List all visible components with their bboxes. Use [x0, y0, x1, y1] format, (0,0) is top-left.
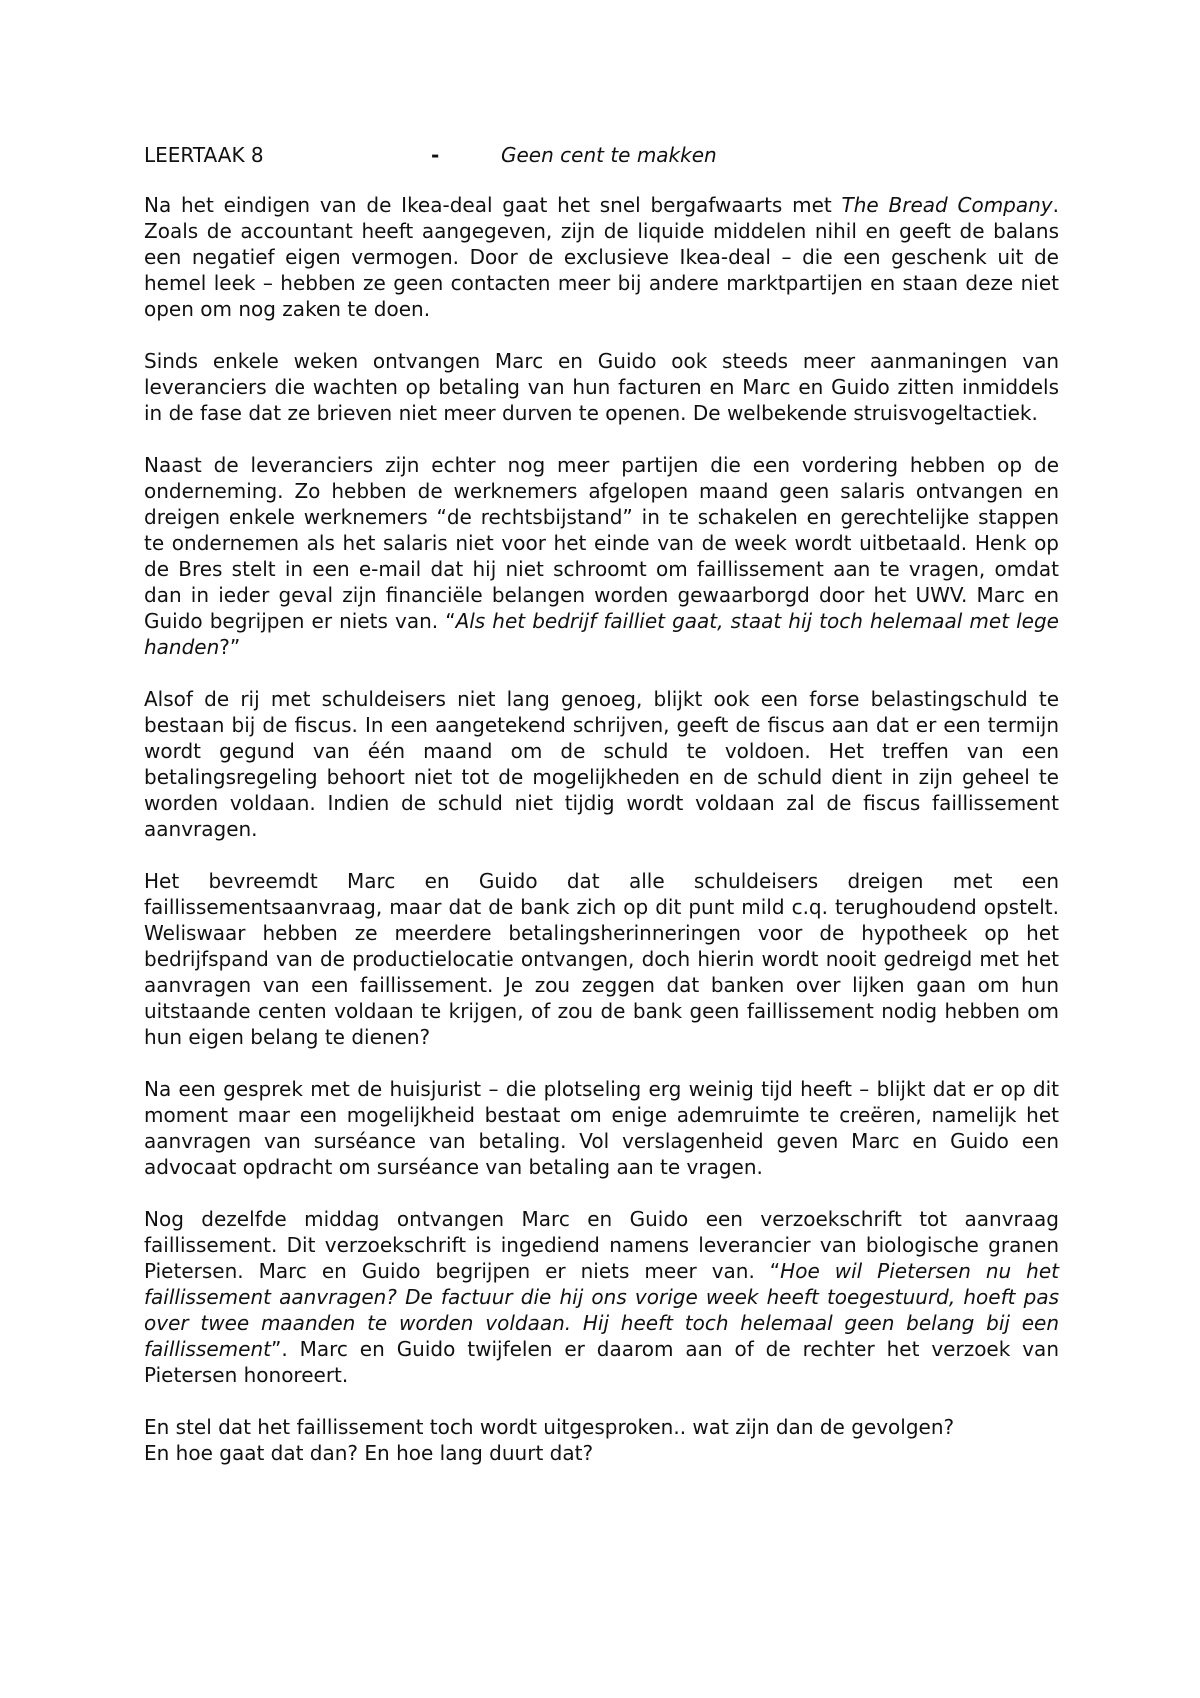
paragraph-3-quote: Als het bedrijf failliet gaat, staat hij toch helemaal met lege handen	[144, 609, 1059, 659]
paragraph-8	[144, 1414, 1059, 1466]
document-page	[144, 140, 1059, 1492]
company-name: The Bread Company	[841, 193, 1053, 217]
paragraph-1	[144, 192, 1059, 322]
paragraph-7-text-c: ”. Marc en Guido twijfelen er daarom aan of de rechter het verzoek van Pietersen honoreert.	[144, 1337, 1059, 1387]
paragraph-7-text-a: Nog dezelfde middag ontvangen Marc en Guido een verzoekschrift tot aanvraag faillissement. Dit verzoekschrift is ingediend namens leverancier van biologische granen Pietersen. Marc en Guido begrijpen er niets meer van. “	[144, 1207, 1059, 1283]
heading-dash: -	[431, 143, 440, 167]
paragraph-1-text-c: . Zoals de accountant heeft aangegeven, zijn de liquide middelen nihil en geeft de balans een negatief eigen vermogen. Door de exclusieve Ikea-deal – die een geschenk uit de hemel leek – hebben ze geen contacten meer bij andere marktpartijen en staan deze niet open om nog zaken te doen.	[144, 193, 1059, 321]
paragraph-7-quote: Hoe wil Pietersen nu het faillissement aanvragen? De factuur die hij ons vorige week heeft toegestuurd, hoeft pas over twee maanden te worden voldaan. Hij heeft toch helemaal geen belang bij een faillissement	[144, 1259, 1059, 1361]
paragraph-4: Alsof de rij met schuldeisers niet lang genoeg, blijkt ook een forse belastingschuld te bestaan bij de fiscus. In een aangetekend schrijven, geeft de fiscus aan dat er een termijn wordt gegund van één maand om de schuld te voldoen. Het treffen van een betalingsregeling behoort niet tot de mogelijkheden en de schuld dient in zijn geheel te worden voldaan. Indien de schuld niet tijdig wordt voldaan zal de fiscus faillissement aanvragen.	[144, 687, 1059, 841]
paragraph-8-line-2: En hoe gaat dat dan? En hoe lang duurt dat?	[144, 1441, 594, 1465]
paragraph-7	[144, 1206, 1059, 1388]
paragraph-2: Sinds enkele weken ontvangen Marc en Guido ook steeds meer aanmaningen van leveranciers die wachten op betaling van hun facturen en Marc en Guido zitten inmiddels in de fase dat ze brieven niet meer durven te openen. De welbekende struisvogeltactiek.	[144, 349, 1059, 425]
paragraph-6: Na een gesprek met de huisjurist – die plotseling erg weinig tijd heeft – blijkt dat er op dit moment maar een mogelijkheid bestaat om enige ademruimte te creëren, namelijk het aanvragen van surséance van betaling. Vol verslagenheid geven Marc en Guido een advocaat opdracht om surséance van betaling aan te vragen.	[144, 1077, 1059, 1179]
assignment-subject: Geen cent te makken	[501, 143, 717, 167]
assignment-heading	[144, 140, 1059, 170]
paragraph-5: Het bevreemdt Marc en Guido dat alle schuldeisers dreigen met een faillissementsaanvraag, maar dat de bank zich op dit punt mild c.q. terughoudend opstelt. Weliswaar hebben ze meerdere betalingsherinneringen voor de hypotheek op het bedrijfspand van de productielocatie ontvangen, doch hierin wordt nooit gedreigd met het aanvragen van een faillissement. Je zou zeggen dat banken over lijken gaan om hun uitstaande centen voldaan te krijgen, of zou de bank geen faillissement nodig hebben om hun eigen belang te dienen?	[144, 869, 1059, 1049]
paragraph-3-text-c: ?”	[219, 635, 241, 659]
paragraph-3	[144, 452, 1059, 660]
assignment-code: LEERTAAK 8	[144, 143, 264, 167]
paragraph-8-line-1: En stel dat het faillissement toch wordt uitgesproken.. wat zijn dan de gevolgen?	[144, 1415, 955, 1439]
paragraph-1-text-a: Na het eindigen van de Ikea-deal gaat het snel bergafwaarts met	[144, 193, 842, 217]
paragraph-3-text-a: Naast de leveranciers zijn echter nog meer partijen die een vordering hebben op de onderneming. Zo hebben de werknemers afgelopen maand geen salaris ontvangen en dreigen enkele werknemers “de rechtsbijstand” in te schakelen en gerechtelijke stappen te ondernemen als het salaris niet voor het einde van de week wordt uitbetaald. Henk op de Bres stelt in een e-mail dat hij niet schroomt om faillissement aan te vragen, omdat dan in ieder geval zijn financiële belangen worden gewaarborgd door het UWV. Marc en Guido begrijpen er niets van. “	[144, 453, 1059, 633]
